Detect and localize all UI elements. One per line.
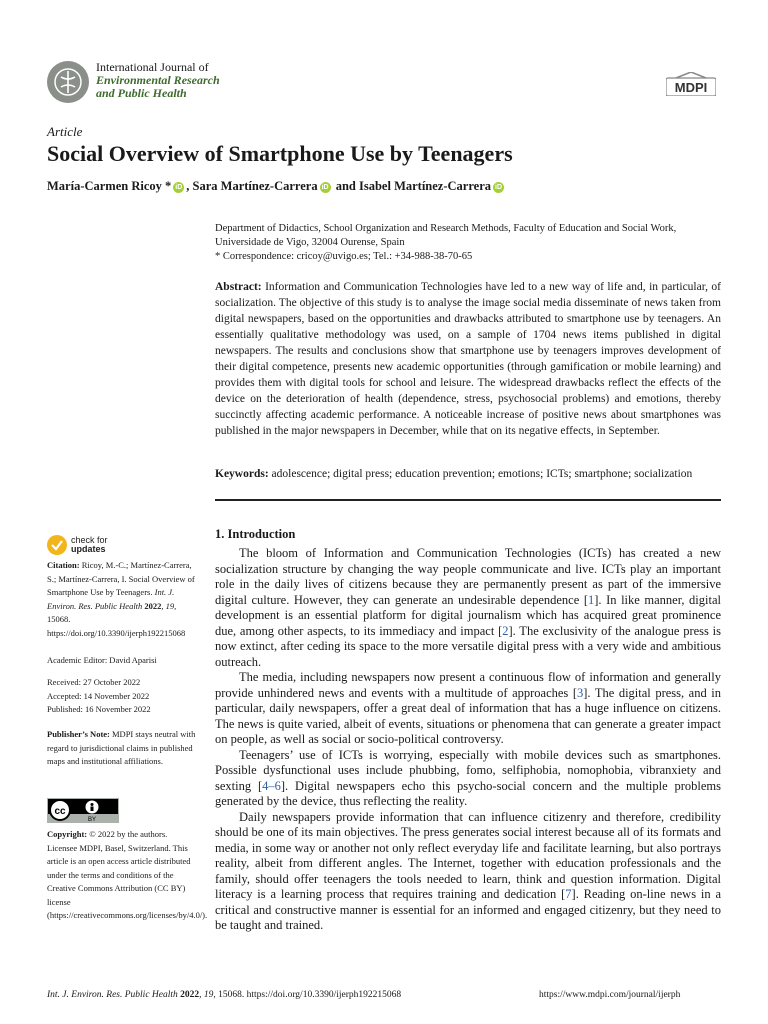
divider bbox=[215, 499, 721, 501]
footer-doi[interactable]: , 15068. https://doi.org/10.3390/ijerph192215068 bbox=[213, 990, 402, 1000]
footer-year: 2022 bbox=[177, 990, 200, 1000]
check-for-updates-button[interactable] bbox=[47, 535, 108, 555]
affiliation bbox=[215, 222, 720, 264]
journal-logo bbox=[47, 61, 89, 103]
publisher-note bbox=[47, 728, 197, 769]
dates bbox=[47, 676, 197, 717]
abstract-text: Information and Communication Technologies have led to a new way of life and, in particular, of socialization. The objective of this study is to analyse the image social media disseminate of news taken from digital newspapers, based on the opportunities and drawbacks attributed to smartphone use by teenagers. An essentially qualitative methodology was used, on a sample of 1704 news items published in digital newspapers. The results and conclusions show that smartphone use by teenagers improves development of their digital competence, presents new academic opportunities (through gamification or mobile learning) and provides them with digital tools for school and leisure. The widespread drawbacks reflect the effects of the device on the deterioration of health (dependence, stress, psychosocial problems) and emotions, thereby succinctly affecting academic performance. A noticeable increase of positive news about smartphones was published in the major newspapers in December, while that on its negative effects, in September. bbox=[215, 281, 722, 437]
copyright bbox=[47, 828, 208, 923]
keywords-label: Keywords: bbox=[215, 468, 269, 480]
author-1[interactable]: María-Carmen Ricoy * bbox=[47, 179, 172, 193]
check-updates-line2: updates bbox=[71, 544, 106, 554]
abstract bbox=[215, 279, 721, 439]
orcid-icon[interactable]: iD bbox=[321, 184, 329, 191]
mdpi-logo bbox=[666, 72, 716, 96]
check-updates-icon bbox=[47, 535, 67, 555]
footer-journal: Int. J. Environ. Res. Public Health bbox=[47, 990, 178, 1000]
cc-badge-label: BY bbox=[87, 817, 97, 823]
citation-journal: Int. J. Environ. Res. Public Health bbox=[47, 587, 175, 611]
mdpi-logo-text: MDPI bbox=[674, 80, 708, 95]
citation-volume: , 19 bbox=[161, 600, 175, 611]
citation-doi[interactable]: , 15068. https://doi.org/10.3390/ijerph192215068 bbox=[47, 600, 186, 638]
publisher-note-text: MDPI stays neutral with regard to jurisdictional claims in published maps and institutional affiliations. bbox=[47, 729, 196, 766]
abstract-label: Abstract: bbox=[215, 281, 262, 293]
date-accepted: Accepted: 14 November 2022 bbox=[47, 690, 150, 701]
citation-text: Ricoy, M.-C.; Martínez-Carrera, S.; Martínez-Carrera, I. Social Overview of Smartphone Use by Teenagers. bbox=[47, 560, 195, 597]
copyright-text: © 2022 by the authors. Licensee MDPI, Basel, Switzerland. This article is an open access article distributed under the terms and conditions of the Creative Commons Attribution (CC BY) license (https://creativecommons.org/licenses/by/4.0/). bbox=[47, 829, 208, 920]
orcid-icon[interactable]: iD bbox=[175, 184, 183, 191]
introduction-body bbox=[215, 546, 721, 934]
journal-name bbox=[96, 61, 220, 100]
paragraph: Teenagers’ use of ICTs is worrying, especially with mobile devices such as smartphones. Possible dysfunctional uses include phubbing, fomo, selfiphobia, nomophobia, vibranxiety and sexting [4–6]. Digital newspapers echo this psycho-social concern and the multiple problems generated by the device, thus reflecting the reality. bbox=[215, 747, 721, 808]
author-list bbox=[47, 179, 506, 194]
keywords bbox=[215, 466, 721, 482]
cc-by-license-badge[interactable] bbox=[47, 798, 119, 823]
footer-volume: , 19 bbox=[199, 990, 214, 1000]
journal-name-line3: and Public Health bbox=[96, 86, 187, 100]
reference-link[interactable]: 7 bbox=[565, 887, 572, 901]
citation-year: 2022 bbox=[142, 600, 162, 611]
section-heading: 1. Introduction bbox=[215, 527, 296, 541]
citation bbox=[47, 559, 197, 640]
author-2[interactable]: , Sara Martínez-Carrera bbox=[186, 179, 318, 193]
check-updates-line1: check for bbox=[71, 535, 108, 545]
article-type: Article bbox=[47, 124, 83, 139]
reference-link[interactable]: 3 bbox=[577, 685, 584, 700]
keywords-text: adolescence; digital press; education prevention; emotions; ICTs; smartphone; socialization bbox=[271, 468, 693, 480]
copyright-label: Copyright: bbox=[47, 829, 88, 839]
footer-citation bbox=[47, 990, 401, 1000]
footer-journal-url[interactable]: https://www.mdpi.com/journal/ijerph bbox=[539, 990, 681, 1000]
paragraph: The bloom of Information and Communication Technologies (ICTs) has created a new socialization structure by changing the way people communicate and live. ICTs play an important role in the daily lives of citizens because they are permanently present as part of the immersive digital culture. However, they can generate an undesirable dependence [1]. In like manner, digital development is an essential platform for digital journalism which has acquired great prominence due, among other aspects, to its immediacy and impact [2]. The exclusivity of the analogue press is now extinct, after ceding its space to the more versatile digital press with a very wide and ambitious outreach. bbox=[215, 546, 721, 669]
academic-editor: Academic Editor: David Aparisi bbox=[47, 655, 157, 665]
reference-link[interactable]: 1 bbox=[588, 592, 595, 607]
paragraph: Daily newspapers provide information that can influence citizenry and therefore, credibility should be one of its main objectives. The press generates social interest because all of its formats and media, in some way or another not only reflect everyday life and facilitate learning, but also portrays reality, albeit from different angles. The Internet, together with education professionals and the family, should offer teenagers the tools needed to learn, think and question information. Digital literacy is a learning process that requires training and dedication [7]. Reading on-line news in a critical and constructive manner is essential for an informed and engaged citizenry, but they need to be taught and trained. bbox=[215, 809, 721, 932]
ijerph-emblem-icon bbox=[53, 67, 83, 97]
paragraph: The media, including newspapers now present a continuous flow of information and generally provide unhindered news and events with a multitude of approaches [3]. The digital press, and in particular, daily newspapers, offer a great deal of information that has a huge influence on citizens. The news is quite varied, albeit of events, situations or phenomena that can generate a greater impact on people, as well as social or socio-political controversy. bbox=[215, 670, 721, 746]
affiliation-text: Department of Didactics, School Organization and Research Methods, Faculty of Education and Social Work, Universidade de Vigo, 32004 Ourense, Spain bbox=[215, 223, 677, 248]
date-received: Received: 27 October 2022 bbox=[47, 677, 141, 687]
date-published: Published: 16 November 2022 bbox=[47, 704, 151, 714]
journal-name-line2: Environmental Research bbox=[96, 73, 220, 87]
author-3[interactable]: and Isabel Martínez-Carrera bbox=[332, 179, 492, 193]
publisher-note-label: Publisher’s Note: bbox=[47, 729, 110, 739]
reference-link[interactable]: 2 bbox=[502, 623, 509, 638]
orcid-icon[interactable]: iD bbox=[495, 184, 503, 191]
citation-label: Citation: bbox=[47, 560, 80, 570]
journal-name-line1: International Journal of bbox=[96, 60, 209, 74]
page-title: Social Overview of Smartphone Use by Teenagers bbox=[47, 141, 513, 166]
reference-link[interactable]: 4–6 bbox=[262, 778, 281, 793]
svg-text:cc: cc bbox=[54, 806, 66, 817]
correspondence: * Correspondence: cricoy@uvigo.es; Tel.: +34-988-38-70-65 bbox=[215, 251, 473, 262]
